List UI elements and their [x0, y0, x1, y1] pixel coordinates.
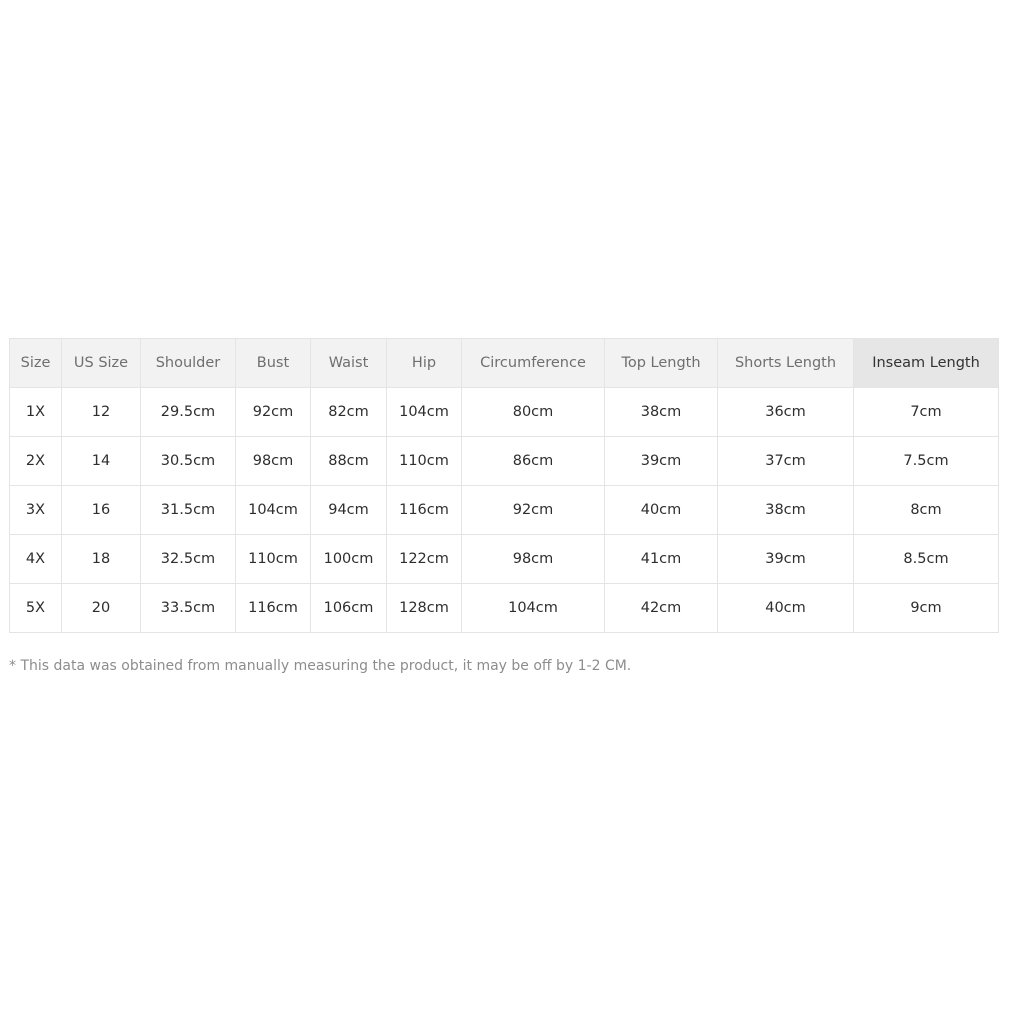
- cell-inseam-length: 8cm: [854, 486, 999, 535]
- header-inseam-length: Inseam Length: [854, 339, 999, 388]
- cell-us-size: 12: [62, 388, 141, 437]
- cell-top-length: 41cm: [605, 535, 718, 584]
- header-bust: Bust: [236, 339, 311, 388]
- cell-hip: 128cm: [387, 584, 462, 633]
- cell-shorts-length: 40cm: [718, 584, 854, 633]
- header-size: Size: [10, 339, 62, 388]
- cell-top-length: 42cm: [605, 584, 718, 633]
- cell-us-size: 14: [62, 437, 141, 486]
- header-shoulder: Shoulder: [141, 339, 236, 388]
- cell-shoulder: 29.5cm: [141, 388, 236, 437]
- cell-circumference: 104cm: [462, 584, 605, 633]
- cell-waist: 82cm: [311, 388, 387, 437]
- header-circumference: Circumference: [462, 339, 605, 388]
- table-header-row: [10, 339, 999, 388]
- header-waist: Waist: [311, 339, 387, 388]
- cell-top-length: 39cm: [605, 437, 718, 486]
- cell-inseam-length: 7.5cm: [854, 437, 999, 486]
- cell-shoulder: 32.5cm: [141, 535, 236, 584]
- cell-circumference: 86cm: [462, 437, 605, 486]
- cell-shorts-length: 36cm: [718, 388, 854, 437]
- cell-waist: 100cm: [311, 535, 387, 584]
- cell-shoulder: 31.5cm: [141, 486, 236, 535]
- cell-hip: 116cm: [387, 486, 462, 535]
- table-row: [10, 486, 999, 535]
- cell-circumference: 80cm: [462, 388, 605, 437]
- header-us-size: US Size: [62, 339, 141, 388]
- cell-hip: 110cm: [387, 437, 462, 486]
- header-shorts-length: Shorts Length: [718, 339, 854, 388]
- cell-bust: 92cm: [236, 388, 311, 437]
- header-top-length: Top Length: [605, 339, 718, 388]
- cell-shorts-length: 39cm: [718, 535, 854, 584]
- cell-shoulder: 30.5cm: [141, 437, 236, 486]
- cell-us-size: 20: [62, 584, 141, 633]
- cell-hip: 104cm: [387, 388, 462, 437]
- cell-size: 1X: [10, 388, 62, 437]
- cell-circumference: 92cm: [462, 486, 605, 535]
- cell-us-size: 16: [62, 486, 141, 535]
- cell-bust: 116cm: [236, 584, 311, 633]
- cell-shorts-length: 37cm: [718, 437, 854, 486]
- header-hip: Hip: [387, 339, 462, 388]
- cell-bust: 98cm: [236, 437, 311, 486]
- cell-us-size: 18: [62, 535, 141, 584]
- cell-inseam-length: 9cm: [854, 584, 999, 633]
- cell-top-length: 40cm: [605, 486, 718, 535]
- cell-waist: 94cm: [311, 486, 387, 535]
- table-row: [10, 388, 999, 437]
- cell-size: 2X: [10, 437, 62, 486]
- cell-bust: 104cm: [236, 486, 311, 535]
- cell-circumference: 98cm: [462, 535, 605, 584]
- cell-size: 4X: [10, 535, 62, 584]
- cell-waist: 106cm: [311, 584, 387, 633]
- cell-bust: 110cm: [236, 535, 311, 584]
- cell-waist: 88cm: [311, 437, 387, 486]
- cell-inseam-length: 8.5cm: [854, 535, 999, 584]
- cell-top-length: 38cm: [605, 388, 718, 437]
- table-row: [10, 584, 999, 633]
- cell-hip: 122cm: [387, 535, 462, 584]
- table-row: [10, 437, 999, 486]
- measurement-disclaimer: * This data was obtained from manually measuring the product, it may be off by 1-2 CM.: [9, 658, 632, 674]
- cell-shoulder: 33.5cm: [141, 584, 236, 633]
- cell-size: 5X: [10, 584, 62, 633]
- size-chart-table: [9, 338, 999, 633]
- cell-size: 3X: [10, 486, 62, 535]
- cell-inseam-length: 7cm: [854, 388, 999, 437]
- cell-shorts-length: 38cm: [718, 486, 854, 535]
- table-row: [10, 535, 999, 584]
